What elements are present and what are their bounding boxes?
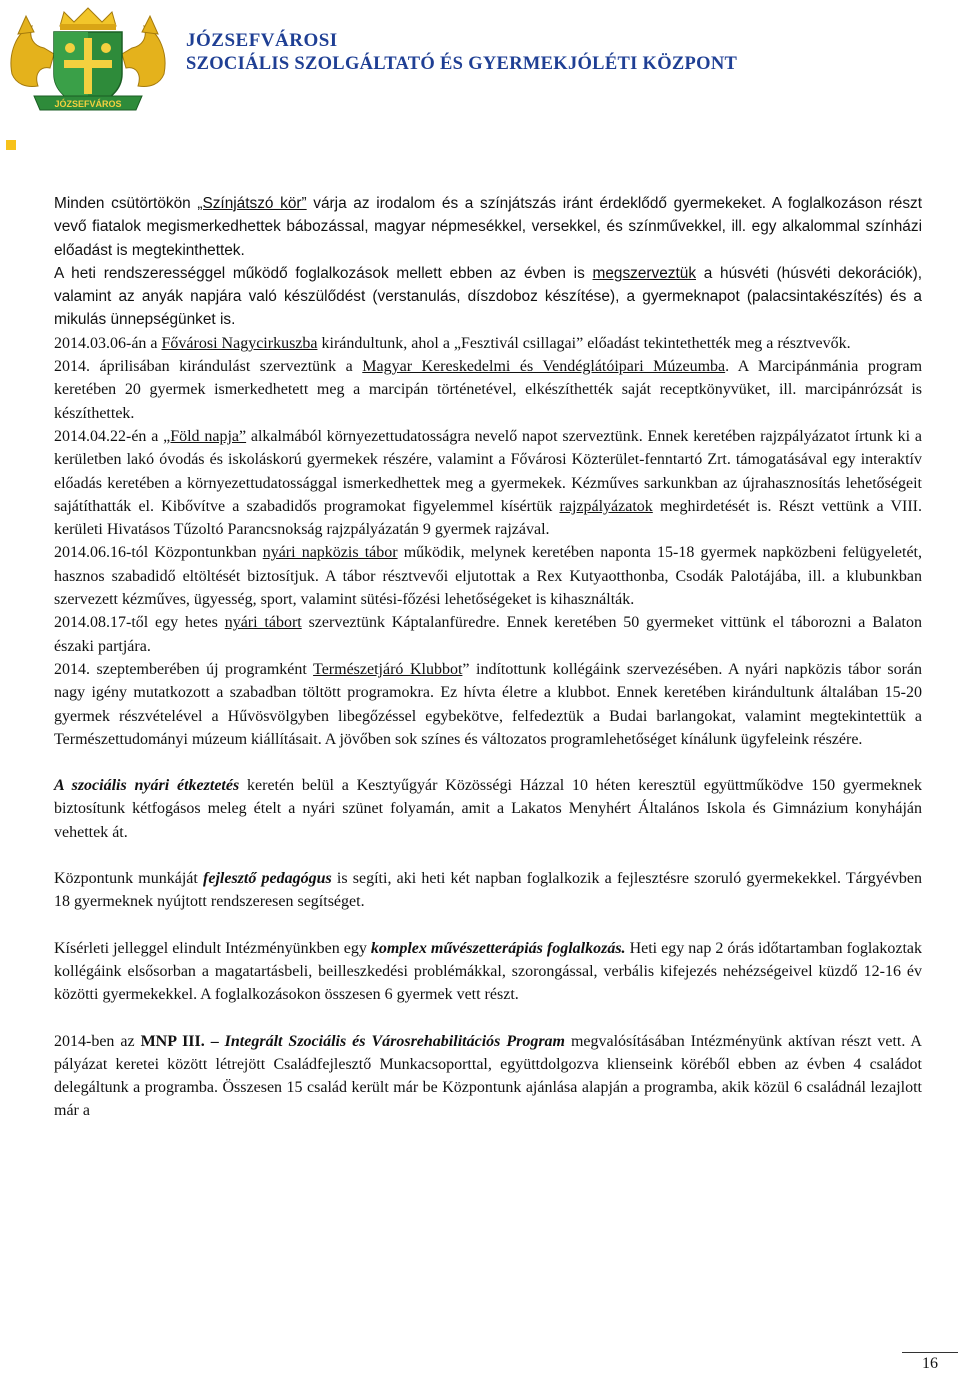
paragraph-mnp-program: 2014-ben az MNP III. – Integrált Szociális és Városrehabilitációs Program megvalósításában Intézményünk aktívan részt vett. A pályázat keretei között létrejött Családfejlesztő Munkacsoporttal, együttdolgozva klienseink köréből ebben az évben 4 családot delegáltunk a programba. Összesen 15 család került már be Központunk ajánlása alapján a programba, akik közül 6 családnál lezajlott már a bbox=[54, 1032, 922, 1120]
paragraph-summer-meals: A szociális nyári étkeztetés keretén belül a Kesztyűgyár Közösségi Házzal 10 héten keresztül együttműködve 150 gyermeknek biztosítunk kétfogásos meleg ételt a nyári szünet folyamán, amit a Lakatos Menyhért Általános Iskola és Gimnázium konyháján vehettek át. bbox=[54, 777, 922, 841]
page-number: 16 bbox=[922, 1355, 938, 1372]
paragraph-hiking-club: 2014. szeptemberében új programként Természetjáró Klubbot” indítottunk kollégáink szervezésében. A nyári napközis tábor során nagy igény mutatkozott a szabadban töltött programokra. Ez hívta életre a klubbot. Ennek keretében kirándultunk általában 15-20 gyermek részvételével a Hűvösvölgyben libegőzéssel egybekötve, felfedeztük a Budai barlangokat, valamint megtekintettük a Természettudományi múzeum kiállításait. A jövőben sok színes és változatos programlehetőséget kínálunk ügyfeleink részére. bbox=[54, 660, 922, 748]
logo-banner-text: JÓZSEFVÁROS bbox=[54, 99, 122, 109]
paragraph-theatre-club: Minden csütörtökön „Színjátszó kör” várja az irodalom és a színjátszás iránt érdeklődő gyermekeket. A foglalkozáson részt vevő fiatalok megismerkedhettek bábozással, magyar népmesékkel, versekkel, és színművekkel, ill. egy alkalommal színházi előadást is megtekinthettek. bbox=[54, 195, 922, 259]
page-header bbox=[0, 0, 960, 150]
org-name-line1: JÓZSEFVÁROSI bbox=[186, 30, 338, 51]
organization-name bbox=[186, 30, 737, 76]
paragraph-development-teacher: Központunk munkáját fejlesztő pedagógus is segíti, aki heti két napban foglalkozik a fejlesztésre szoruló gyermekekkel. Tárgyévben 18 gyermeknek nyújtott rendszeresen segítséget. bbox=[54, 870, 923, 911]
paragraph-art-therapy: Kísérleti jelleggel elindult Intézményünkben egy komplex művészetterápiás foglalkozás. Heti egy nap 2 órás időtartamban foglakoztak kollégáink elsősorban a magatartásbeli, beilleszkedési problémákkal, szorongással, verbális kifejezés nehézségeivel küzdő 12-16 év közötti gyermekekkel. A foglalkozásokon összesen 6 gyermek vett részt. bbox=[54, 939, 923, 1004]
paragraph-earth-day: 2014.04.22-én a „Föld napja” alkalmából környezettudatosságra nevelő napot szerveztünk. Ennek keretében rajzpályázatot írtunk ki a kerületben lakó óvodás és iskoláskorú gyermekek részére, valamint a Fővárosi Közterület-fenntartó Zrt. támogatásával egy interaktív előadás keretében a környezettudatossággal ismerkedhettek meg a gyermekek. Kézműves sarkunkban az újrahasznosítás lehetőségeit sajátíthatták el. Kibővítve a szabadidős programokat figyelemmel kísértük rajzpályázatok meghirdetését is. Részt vettünk a VIII. kerületi Hivatásos Tűzoltó Parancsnokság rajzpályázatán 9 gyermek rajzával. bbox=[54, 427, 923, 539]
jozsefvaros-coat-of-arms-logo bbox=[4, 4, 172, 116]
paragraph-museum-trip: 2014. áprilisában kirándulást szerveztünk a Magyar Kereskedelmi és Vendéglátóipari Múzeumba. A Marcipánmánia program keretében 20 gyermek ismerkedhetett meg a marcipán történetével, elkészíthették saját receptkönyvüket, ill. marcipánrózsát is készíthettek. bbox=[54, 358, 923, 422]
paragraph-summer-camp: 2014.08.17-től egy hetes nyári tábort szerveztünk Káptalanfüredre. Ennek keretében 50 gyermeket vittünk el táborozni a Balaton északi partjára. bbox=[54, 614, 922, 655]
org-name-line2: SZOCIÁLIS SZOLGÁLTATÓ ÉS GYERMEKJÓLÉTI KÖZPONT bbox=[186, 54, 738, 74]
footer-divider bbox=[902, 1352, 958, 1353]
document-body bbox=[54, 192, 922, 1123]
paragraph-circus-trip: 2014.03.06-án a Fővárosi Nagycirkuszba kirándultunk, ahol a „Fesztivál csillagai” előadást tekintethették meg a résztvevők. bbox=[54, 334, 851, 352]
paragraph-weekly-activities: A heti rendszerességgel működő foglalkozások mellett ebben az évben is megszerveztük a húsvéti (húsvéti dekorációk), valamint az anyák napjára való készülődést (verstanulás, díszdoboz készítése), a gyermeknapot (palacsintakészítés) és a mikulás ünnepségünket is. bbox=[54, 264, 922, 329]
yellow-square-marker bbox=[6, 140, 16, 150]
paragraph-summer-day-camp: 2014.06.16-tól Központunkban nyári napközis tábor működik, melynek keretében naponta 15-18 gyermek napközbeni felügyeletét, hasznos szabadidő eltöltését biztosítjuk. A tábor résztvevői eljutottak a Rex Kutyaotthonba, Csodák Palotájába, ill. a klubunkban szervezett kézműves, ügyesség, sport, valamint sütési-főzési lehetőségeket is kihasználták. bbox=[54, 544, 923, 609]
